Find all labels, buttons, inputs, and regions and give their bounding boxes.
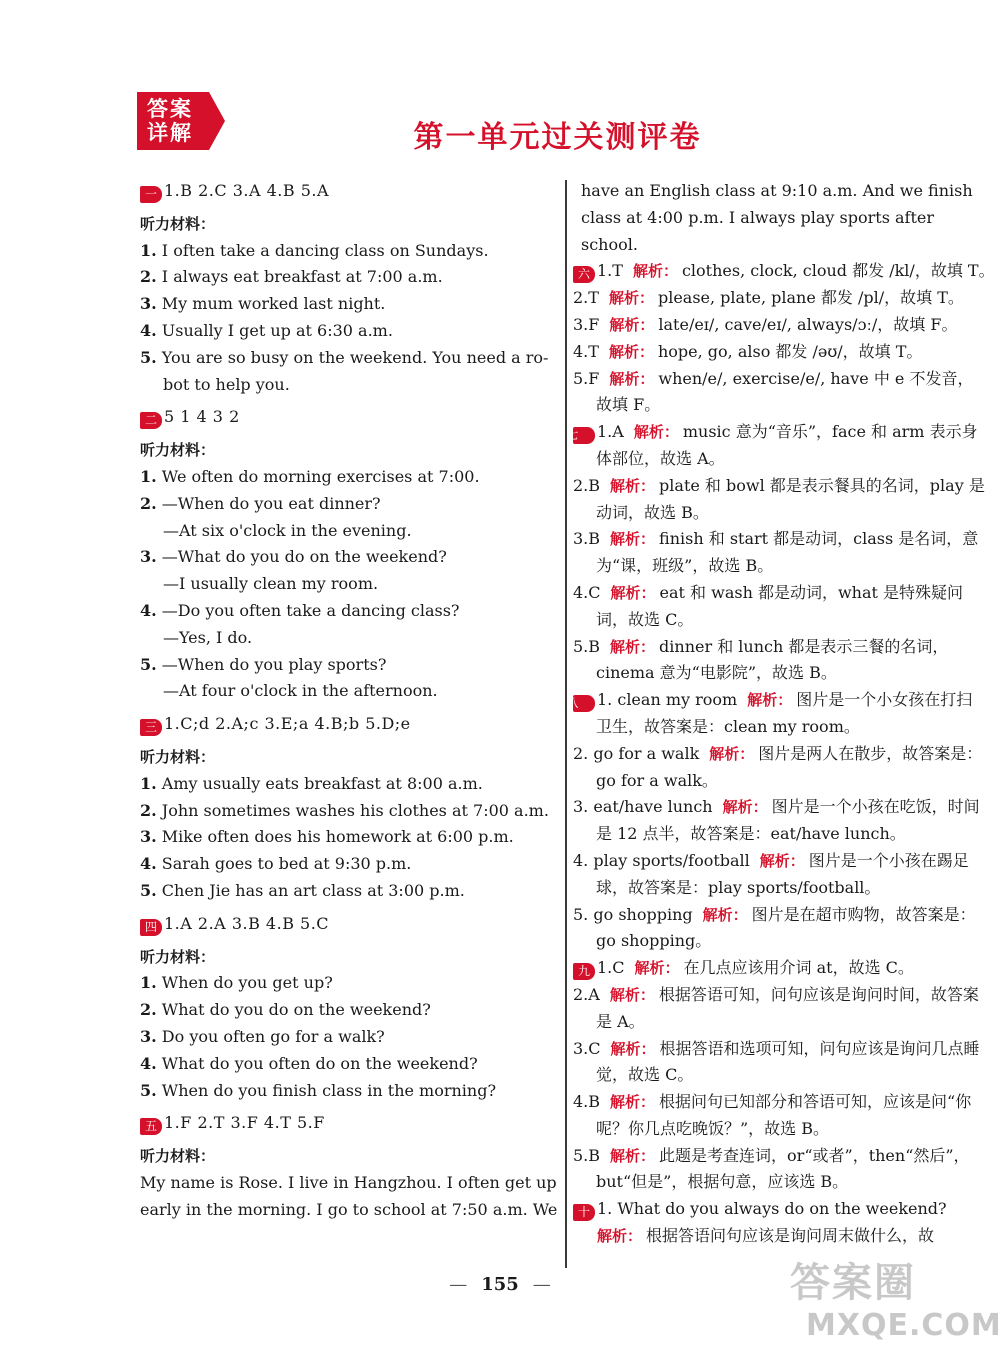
- list-item: 4. play sports/football 解析： 图片是一个小孩在踢足球，故答案是：play sports/football。: [573, 850, 969, 897]
- badge-line2: 详解: [147, 121, 193, 145]
- watermark-logo: 答案圈 MXQE.COM: [790, 1260, 1002, 1343]
- list-item: 六 1.T 解析： clothes, clock, cloud 都发 /kl/，故填 T。: [573, 258, 985, 285]
- badge-line1: 答案: [147, 97, 193, 121]
- section-3-answers: 三 1.C;d 2.A;c 3.E;a 4.B;b 5.D;e: [140, 711, 552, 738]
- list-item: 3.C 解析： 根据答语和选项可知，问句应该是询问几点睡觉，故选 C。: [573, 1038, 980, 1085]
- paragraph-line: class at 4:00 p.m. I always play sports after: [581, 207, 934, 227]
- section-5-answers: 五 1.F 2.T 3.F 4.T 5.F: [140, 1110, 552, 1137]
- list-item: 5. —When do you play sports?: [140, 654, 387, 674]
- list-item: 2.T 解析： please, plate, plane 都发 /pl/，故填 T。: [573, 288, 964, 308]
- list-item: 5.B 解析： 此题是考查连词，or“或者”，then“然后”，but“但是”，根据句意，应该选 B。: [573, 1145, 970, 1192]
- list-item: 1. We often do morning exercises at 7:00.: [140, 466, 480, 486]
- section-2-answers: 二 5 1 4 3 2: [140, 404, 552, 431]
- section-mark-2: 二: [140, 412, 162, 429]
- list-item: 七 1.A 解析： music 意为“音乐”，face 和 arm 表示身体部位，故选 A。: [566, 422, 978, 468]
- list-item: 3. Do you often go for a walk?: [140, 1026, 385, 1046]
- list-item: 八 1. clean my room 解析： 图片是一个小女孩在打扫卫生，故答案是：clean my room。: [566, 690, 973, 736]
- list-item: 5. You are so busy on the weekend. You need a ro-bot to help you.: [140, 347, 549, 394]
- list-item: 3. Mike often does his homework at 6:00 p.m.: [140, 827, 514, 847]
- section-mark-4: 四: [140, 919, 162, 936]
- list-item: 5. Chen Jie has an art class at 3:00 p.m.: [140, 880, 465, 900]
- list-item: 1. When do you get up?: [140, 973, 333, 993]
- paragraph-line: have an English class at 9:10 a.m. And we finish: [581, 181, 973, 200]
- list-item: 4. Usually I get up at 6:30 a.m.: [140, 320, 393, 340]
- list-item: 5. go shopping 解析： 图片是在超市购物，故答案是：go shopping。: [573, 904, 976, 951]
- list-item: 5.B 解析： dinner 和 lunch 都是表示三餐的名词，cinema 意为“电影院”，故选 B。: [573, 636, 949, 683]
- section-mark-8: 八: [573, 695, 595, 712]
- list-item: 3. My mum worked last night.: [140, 294, 386, 314]
- section-2-heading: 听力材料：: [140, 441, 216, 460]
- section-1-answers: 一 1.B 2.C 3.A 4.B 5.A: [140, 178, 552, 205]
- list-item: 2. What do you do on the weekend?: [140, 1000, 431, 1020]
- list-item: 4.C 解析： eat 和 wash 都是动词，what 是特殊疑问词，故选 C。: [573, 582, 964, 629]
- column-divider: [565, 180, 567, 1268]
- paragraph-line: early in the morning. I go to school at 7:50 a.m. We: [140, 1199, 558, 1219]
- list-item: 4. —Do you often take a dancing class?: [140, 600, 460, 620]
- list-item: 2. I always eat breakfast at 7:00 a.m.: [140, 267, 443, 287]
- list-item: 5.F 解析： when/e/, exercise/e/, have 中 e 不发音，故填 F。: [573, 368, 974, 415]
- section-mark-10: 十: [573, 1204, 595, 1221]
- list-item: —At four o'clock in the afternoon.: [163, 681, 438, 701]
- section-1-heading: 听力材料：: [140, 214, 216, 233]
- paragraph-line: My name is Rose. I live in Hangzhou. I often get up: [140, 1172, 557, 1192]
- page-number: — 155 —: [449, 1274, 551, 1295]
- list-item: 1. I often take a dancing class on Sundays.: [140, 240, 489, 260]
- list-item: 5. When do you finish class in the morning?: [140, 1080, 497, 1100]
- list-item: 4. What do you often do on the weekend?: [140, 1053, 478, 1073]
- list-item: 十 1. What do you always do on the weekend?: [573, 1196, 985, 1223]
- section-mark-5: 五: [140, 1118, 162, 1135]
- list-item: 2. go for a walk 解析： 图片是两人在散步，故答案是：go for a walk。: [573, 743, 983, 790]
- section-mark-9: 九: [573, 963, 595, 980]
- list-item: 1. Amy usually eats breakfast at 8:00 a.m.: [140, 773, 483, 793]
- list-item: —I usually clean my room.: [163, 574, 379, 594]
- list-item: 4.B 解析： 根据问句已知部分和答语可知，应该是问“你呢？你几点吃晚饭？”，故选 B。: [573, 1092, 972, 1138]
- section-5-heading: 听力材料：: [140, 1147, 216, 1166]
- list-item: 解析： 根据答语问句应该是询问周末做什么，故: [597, 1226, 935, 1246]
- section-4-heading: 听力材料：: [140, 947, 216, 966]
- section-mark-3: 三: [140, 719, 162, 736]
- list-item: 3. —What do you do on the weekend?: [140, 547, 447, 567]
- paragraph-line: school.: [581, 234, 638, 254]
- list-item: 2. John sometimes washes his clothes at 7:00 a.m.: [140, 800, 549, 820]
- list-item: 2.A 解析： 根据答语可知，问句应该是询问时间，故答案是 A。: [573, 984, 979, 1031]
- list-item: 2. —When do you eat dinner?: [140, 493, 381, 513]
- list-item: 九 1.C 解析： 在几点应该用介词 at，故选 C。: [573, 955, 985, 982]
- section-4-answers: 四 1.A 2.A 3.B 4.B 5.C: [140, 911, 552, 938]
- right-column: [566, 178, 995, 1250]
- list-item: 4.T 解析： hope, go, also 都发 /əʊ/，故填 T。: [573, 341, 923, 361]
- list-item: 3.F 解析： late/eɪ/, cave/eɪ/, always/ɔː/，故填 F。: [573, 314, 958, 334]
- list-item: 3.B 解析： finish 和 start 都是动词，class 是名词，意为“课，班级”，故选 B。: [573, 529, 979, 576]
- section-mark-6: 六: [573, 266, 595, 283]
- page-title: 第一单元过关测评卷: [413, 120, 702, 155]
- list-item: 3. eat/have lunch 解析： 图片是一个小孩在吃饭，时间是 12 点半，故答案是：eat/have lunch。: [573, 797, 980, 844]
- list-item: 4. Sarah goes to bed at 9:30 p.m.: [140, 854, 412, 874]
- left-column: [140, 178, 558, 1223]
- section-mark-7: 七: [573, 427, 595, 444]
- list-item: —Yes, I do.: [163, 627, 253, 647]
- list-item: 2.B 解析： plate 和 bowl 都是表示餐具的名词，play 是动词，故选 B。: [573, 475, 985, 522]
- section-mark-1: 一: [140, 186, 162, 203]
- list-item: —At six o'clock in the evening.: [163, 520, 412, 540]
- section-3-heading: 听力材料：: [140, 747, 216, 766]
